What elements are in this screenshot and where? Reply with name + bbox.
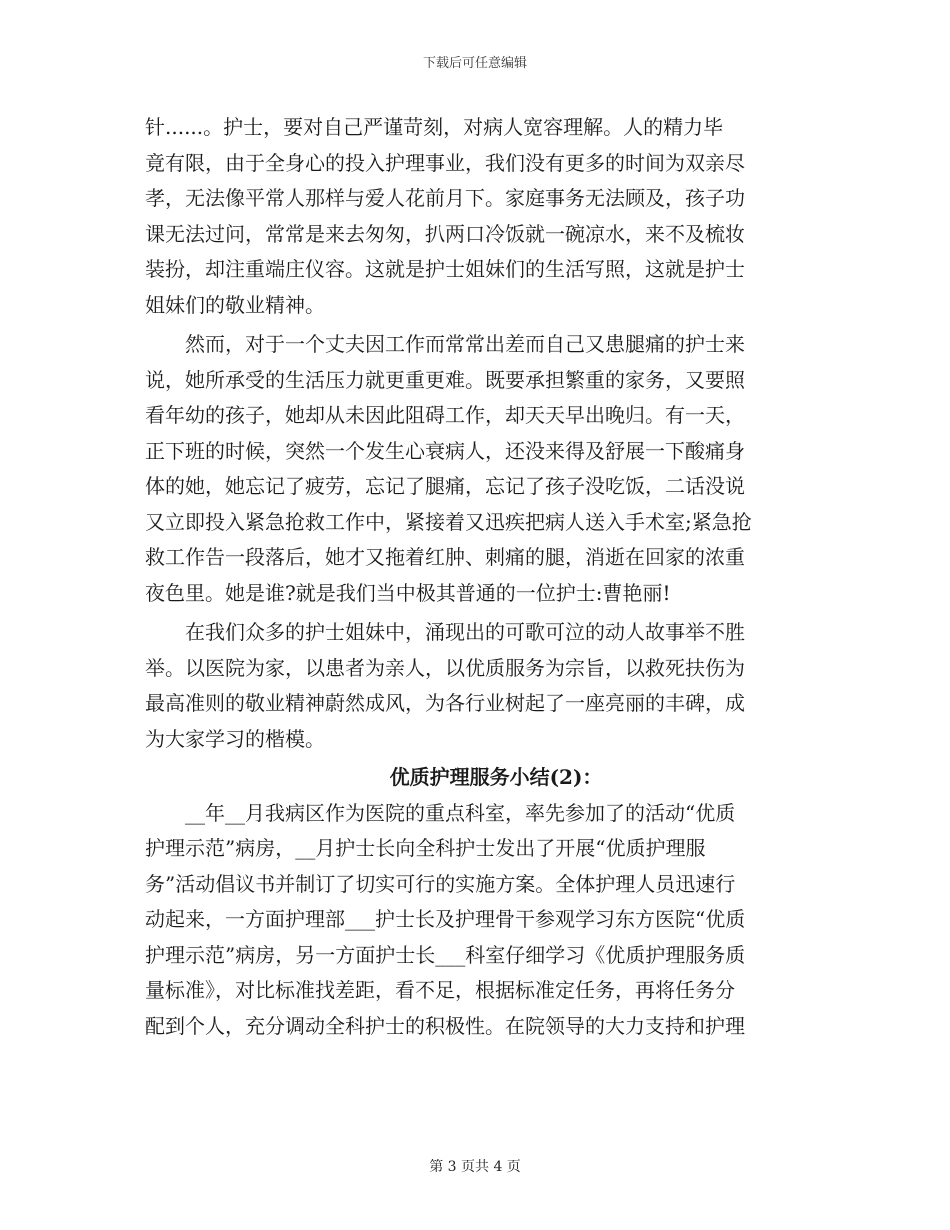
page-header: 下载后可任意编辑 — [422, 56, 527, 71]
section-heading: 优质护理服务小结(2)： — [389, 765, 603, 789]
paragraph-4: __年__月我病区作为医院的重点科室，率先参加了的活动“优质 护理示范”病房，__月护士长向全科护士发出了开展“优质护理服 务”活动倡议书并制订了切实可行的实施方案。全体护理人员迅速行 动起来，一方面护理部___护士长及护理骨干参观学习东方医院“优质 护理示范”病房，另一方面护士长___科室仔细学习《优质护理服务质 量标准》，对比标准找差距，看不足，根据标准定任务，再将任务分 配到个人，充分调动全科护士的积极性。在院领导的大力支持和护理 — [145, 800, 746, 1038]
document-body — [145, 110, 807, 1044]
paragraph-1: 针......。护士，要对自己严谨苛刻，对病人宽容理解。人的精力毕 竟有限，由于全身心的投入护理事业，我们没有更多的时间为双亲尽 孝，无法像平常人那样与爱人花前月下。家庭事务无法顾及，孩子功 课无法过问，常常是来去匆匆，扒两口冷饭就一碗凉水，来不及梳妆 装扮，却注重端庄仪容。这就是护士姐妹们的生活写照，这就是护士 姐妹们的敬业精神。 — [145, 115, 745, 317]
page-footer: 第 3 页共 4 页 — [429, 1159, 521, 1175]
paragraph-3: 在我们众多的护士姐妹中，涌现出的可歌可泣的动人故事举不胜 举。以医院为家，以患者为亲人，以优质服务为宗旨，以救死扶伤为 最高准则的敬业精神蔚然成风，为各行业树起了一座亮丽的丰碑，成 为大家学习的楷模。 — [145, 620, 745, 751]
paragraph-2: 然而，对于一个丈夫因工作而常常出差而自己又患腿痛的护士来 说，她所承受的生活压力就更重更难。既要承担繁重的家务，又要照 看年幼的孩子，她却从未因此阻碍工作，却天天早出晚归。有一天， 正下班的时候，突然一个发生心衰病人，还没来得及舒展一下酸痛身 体的她，她忘记了疲劳，忘记了腿痛，忘记了孩子没吃饭，二话没说 又立即投入紧急抢救工作中，紧接着又迅疾把病人送入手术室;紧急抢 救工作告一段落后，她才又拖着红肿、刺痛的腿，消逝在回家的浓重 夜色里。她是谁?就是我们当中极其普通的一位护士:曹艳丽! — [145, 332, 752, 605]
